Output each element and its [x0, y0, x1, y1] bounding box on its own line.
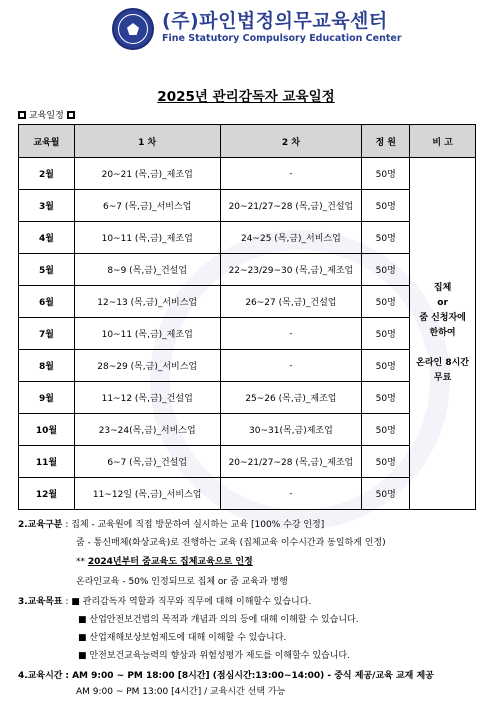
capacity-cell: 50명: [362, 286, 410, 318]
goal-item: 안전보건교육능력의 향상과 위험성평가 제도를 이해할수 있습니다.: [89, 651, 350, 661]
first-session-cell: 6~7 (목,금)_건설업: [74, 446, 220, 478]
type-text-1: : 집체 - 교육원에 직접 방문하여 실시하는 교육 [100% 수강 인정]: [65, 520, 325, 530]
time-label: 4.교육시간: [18, 671, 63, 681]
month-cell: 11월: [19, 446, 75, 478]
first-session-cell: 11~12일 (목,금)_서비스업: [74, 478, 220, 510]
type-text-2: 줌 - 통신매체(화상교육)로 진행하는 교육 (집체교육 이수시간과 동일하게 인정): [76, 538, 386, 548]
first-session-cell: 23~24(목,금)_서비스업: [74, 414, 220, 446]
goal-line-3: [78, 632, 286, 644]
first-session-cell: 12~13 (목,금)_서비스업: [74, 286, 220, 318]
month-cell: 4월: [19, 222, 75, 254]
table-row: [19, 382, 476, 414]
table-row: [19, 158, 476, 190]
second-session-cell: 25~26 (목,금)_제조업: [220, 382, 362, 414]
note-line: 한하여: [429, 328, 456, 338]
capacity-cell: 50명: [362, 254, 410, 286]
capacity-cell: 50명: [362, 382, 410, 414]
note-line: 온라인 8시간: [416, 358, 470, 368]
table-row: [19, 446, 476, 478]
page-title: [0, 85, 492, 105]
header-month: 교육월: [19, 125, 75, 158]
goal-item: 산업안전보건법의 목적과 개념과 의의 등에 대해 이해할 수 있습니다.: [89, 615, 359, 625]
square-bullet-icon: [67, 111, 75, 119]
table-header-row: [19, 125, 476, 158]
note-cell: [410, 158, 476, 510]
time-line-1: [18, 670, 434, 682]
note-line: or: [437, 298, 448, 308]
second-session-cell: 20~21/27~28 (목,금)_건설업: [220, 190, 362, 222]
first-session-cell: 28~29 (목,금)_서비스업: [74, 350, 220, 382]
second-session-cell: 24~25 (목,금)_서비스업: [220, 222, 362, 254]
note-line: 무료: [433, 373, 452, 383]
type-line-1: [18, 519, 324, 531]
bullet-icon: ■: [78, 615, 87, 625]
page-title-text: 2025년 관리감독자 교육일정: [157, 89, 335, 105]
capacity-cell: 50명: [362, 446, 410, 478]
second-session-cell: 20~21/27~28 (목,금)_제조업: [220, 446, 362, 478]
time-text-1: : AM 9:00 ~ PM 18:00 [8시간] (점심시간:13:00~14:00) - 중식 제공/교육 교재 제공: [65, 671, 434, 681]
header-first: 1 차: [74, 125, 220, 158]
month-cell: 8월: [19, 350, 75, 382]
type-line-3: [76, 556, 253, 568]
capacity-cell: 50명: [362, 414, 410, 446]
logo-emblem: [118, 14, 148, 44]
second-session-cell: 22~23/29~30 (목,금)_제조업: [220, 254, 362, 286]
table-row: [19, 414, 476, 446]
capacity-cell: 50명: [362, 478, 410, 510]
header-capacity: 정 원: [362, 125, 410, 158]
second-session-cell: 26~27 (목,금)_건설업: [220, 286, 362, 318]
month-cell: 6월: [19, 286, 75, 318]
first-session-cell: 11~12 (목,금)_건설업: [74, 382, 220, 414]
month-cell: 7월: [19, 318, 75, 350]
type-text-4: 온라인교육 - 50% 인정되므로 집체 or 줌 교육과 병행: [76, 577, 288, 587]
table-row: [19, 350, 476, 382]
note-line: 줌 신청자에: [419, 313, 466, 323]
company-name: (주)파인법정의무교육센터: [162, 10, 388, 32]
goal-item: 관리감독자 역할과 직무와 직무에 대해 이해할수 있습니다.: [82, 597, 312, 607]
note-spacer: [410, 341, 475, 356]
second-session-cell: -: [220, 158, 362, 190]
logo-mark-icon: [127, 23, 139, 35]
month-cell: 9월: [19, 382, 75, 414]
first-session-cell: 10~11 (목,금)_제조업: [74, 222, 220, 254]
goal-line-2: [78, 614, 359, 626]
month-cell: 3월: [19, 190, 75, 222]
table-row: [19, 190, 476, 222]
goal-line-1: 3.교육목표 : ■ 관리감독자 역할과 직무와 직무에 대해 이해할수 있습니다.: [18, 597, 312, 607]
second-session-cell: -: [220, 350, 362, 382]
month-cell: 5월: [19, 254, 75, 286]
first-session-cell: 8~9 (목,금)_건설업: [74, 254, 220, 286]
header-note: 비 고: [410, 125, 476, 158]
header-second: 2 차: [220, 125, 362, 158]
type-label: 2.교육구분: [18, 520, 63, 530]
square-bullet-icon: [18, 111, 26, 119]
table-row: [19, 478, 476, 510]
capacity-cell: 50명: [362, 318, 410, 350]
first-session-cell: 6~7 (목,금)_서비스업: [74, 190, 220, 222]
type-line-3-prefix: **: [76, 557, 85, 567]
bullet-icon: ■: [71, 597, 80, 607]
capacity-cell: 50명: [362, 222, 410, 254]
second-session-cell: -: [220, 318, 362, 350]
capacity-cell: 50명: [362, 350, 410, 382]
table-row: [19, 254, 476, 286]
bullet-icon: ■: [78, 633, 87, 643]
month-cell: 10월: [19, 414, 75, 446]
goal-line-4: [78, 650, 350, 662]
capacity-cell: 50명: [362, 190, 410, 222]
company-english-name: Fine Statutory Compulsory Education Center: [162, 33, 402, 44]
header: [0, 0, 492, 62]
month-cell: 2월: [19, 158, 75, 190]
time-text-2: AM 9:00 ~ PM 13:00 [4시간] / 교육시간 선택 가능: [76, 687, 286, 697]
note-line: 집체: [433, 283, 452, 293]
second-session-cell: 30~31(목,금)제조업: [220, 414, 362, 446]
section-label-text: 교육일정: [29, 111, 64, 121]
table-row: [19, 222, 476, 254]
capacity-cell: 50명: [362, 158, 410, 190]
goal-item: 산업재해보상보험제도에 대해 이해할 수 있습니다.: [89, 633, 287, 643]
schedule-table: [18, 124, 476, 510]
table-row: [19, 318, 476, 350]
second-session-cell: -: [220, 478, 362, 510]
first-session-cell: 20~21 (목,금)_제조업: [74, 158, 220, 190]
section-label: [18, 108, 75, 121]
goal-label: 3.교육목표: [18, 597, 63, 607]
month-cell: 12월: [19, 478, 75, 510]
type-text-3: 2024년부터 줌교육도 집체교육으로 인정: [87, 557, 253, 567]
company-logo: [112, 8, 154, 50]
first-session-cell: 10~11 (목,금)_제조업: [74, 318, 220, 350]
bullet-icon: ■: [78, 651, 87, 661]
table-row: [19, 286, 476, 318]
